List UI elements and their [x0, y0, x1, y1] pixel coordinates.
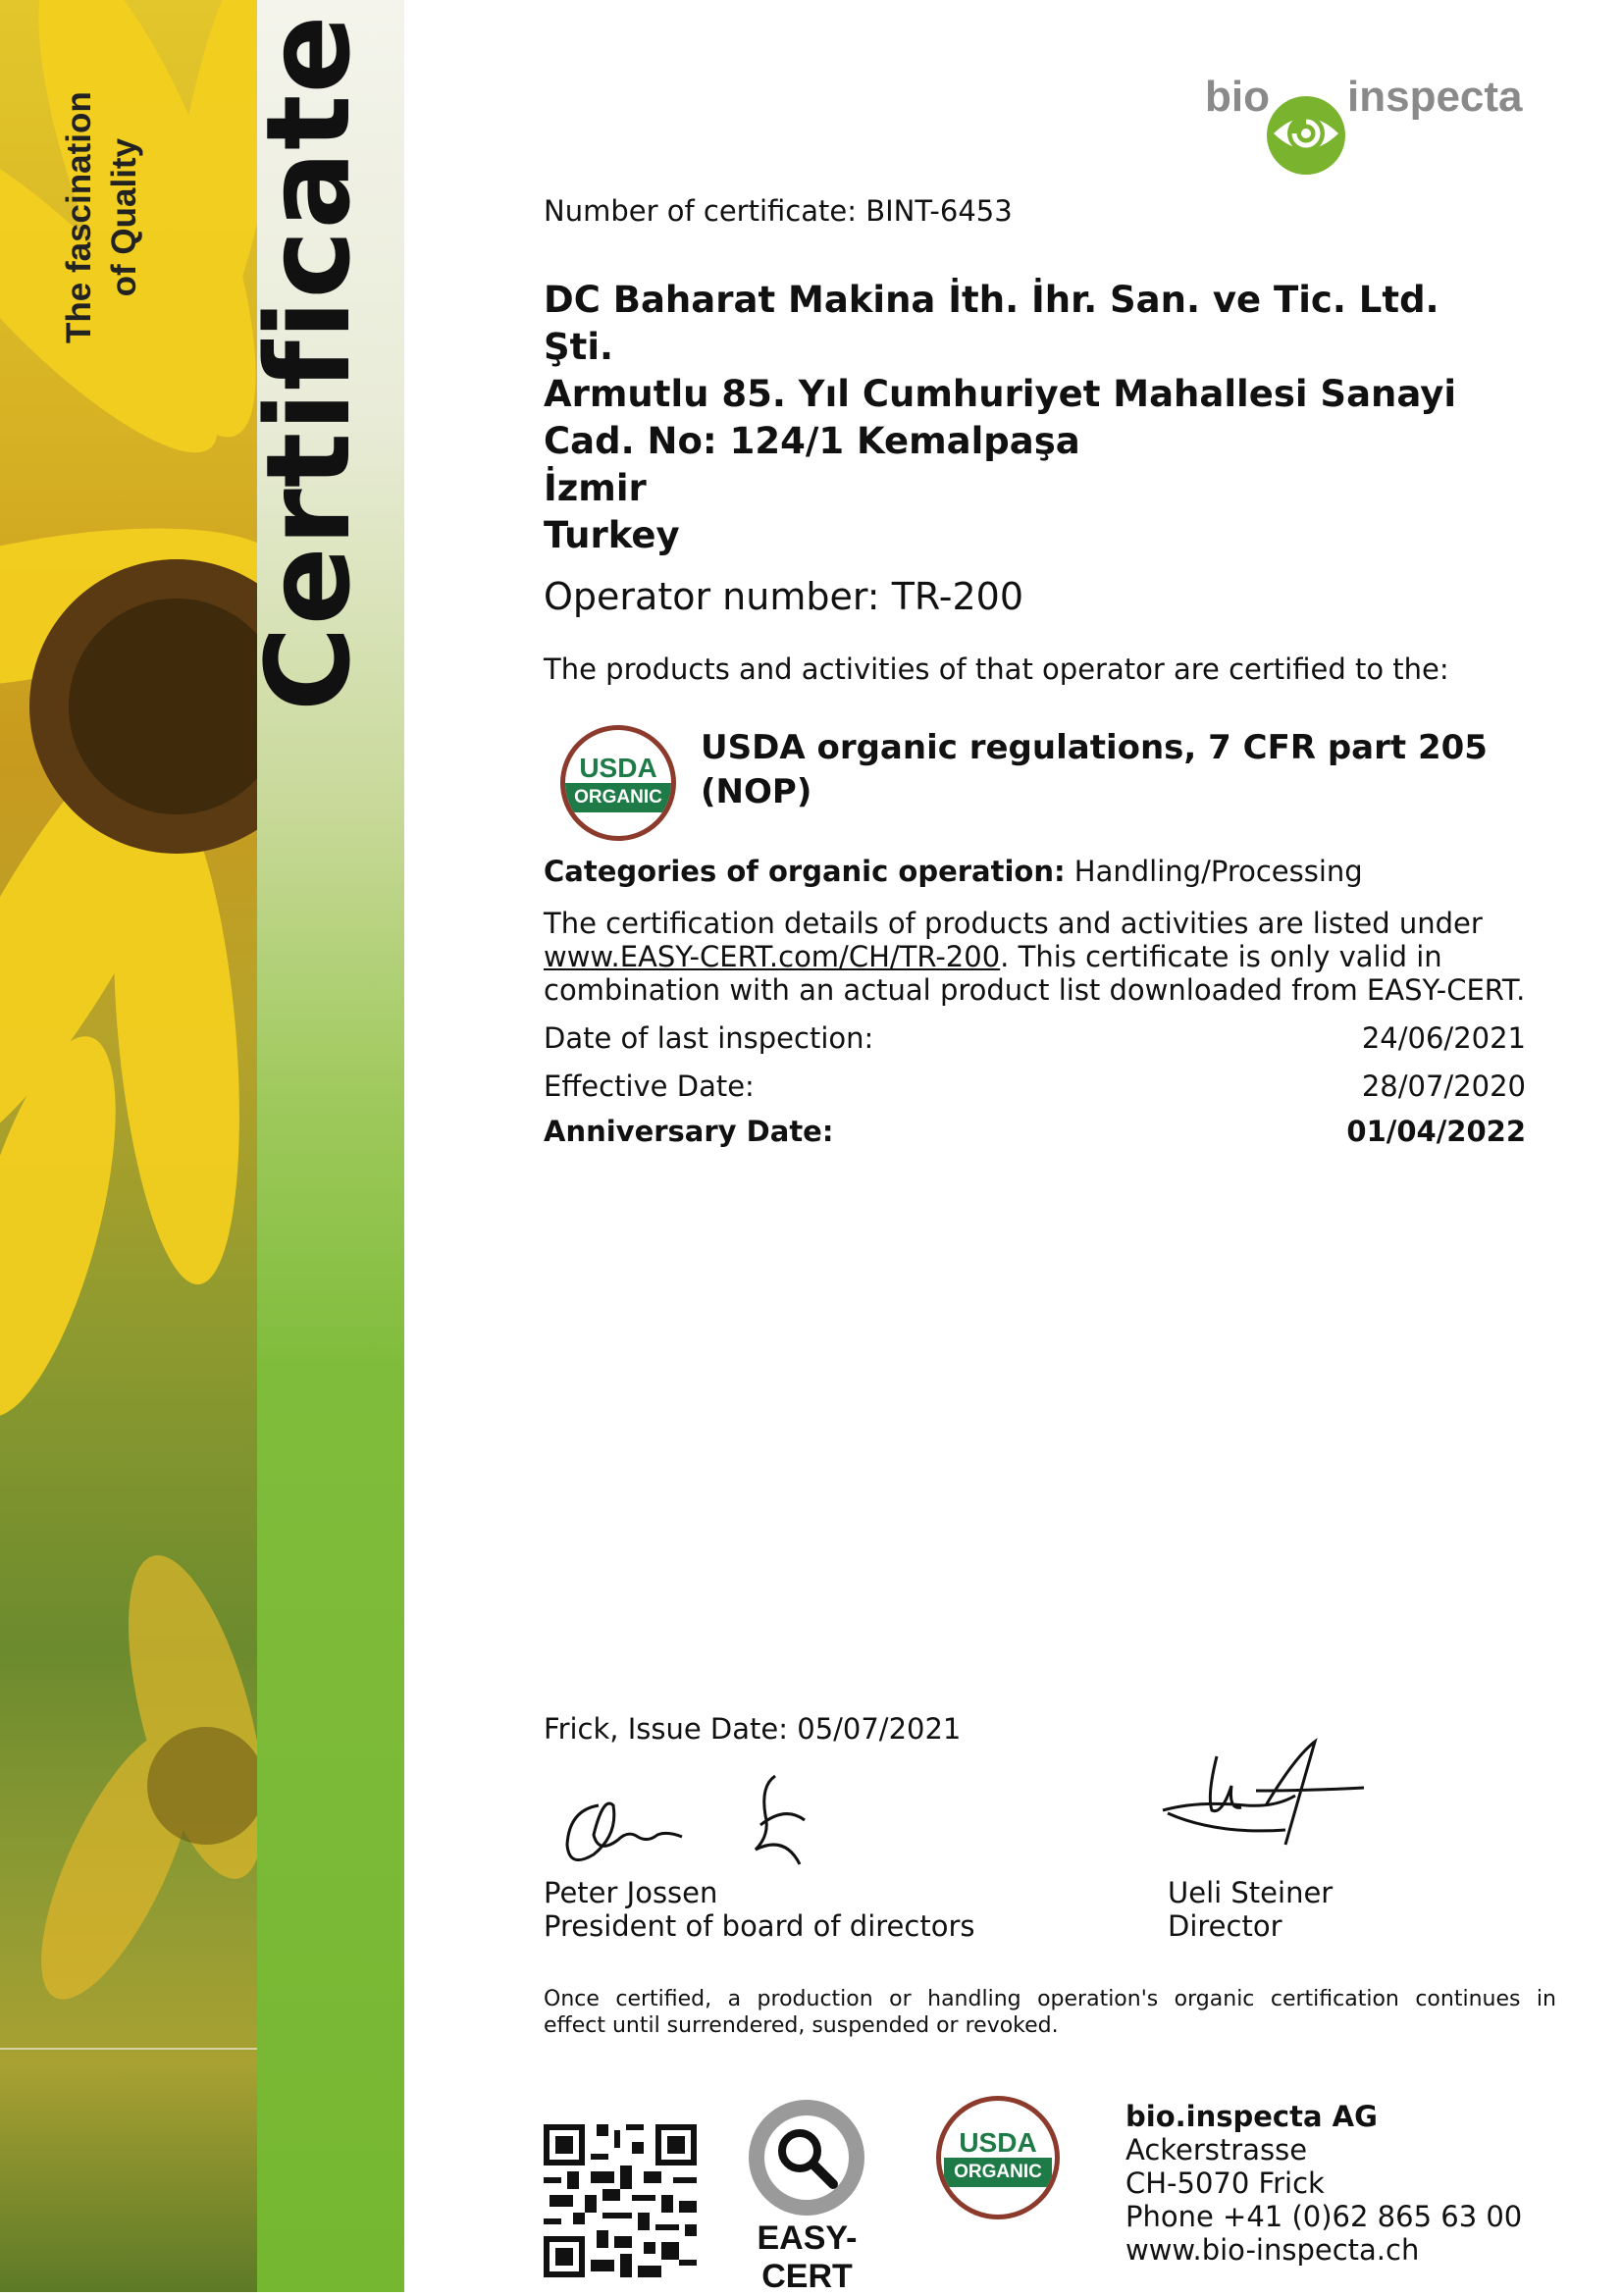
company-city: CH-5070 Frick	[1125, 2166, 1325, 2200]
signatory-name: Ueli Steiner	[1168, 1876, 1334, 1909]
logo-text-bio: bio	[1205, 73, 1270, 121]
tagline-line1: The fascination	[60, 91, 98, 343]
signatory-title: Director	[1168, 1909, 1282, 1943]
address-line: Cad. No: 124/1 Kemalpaşa	[544, 420, 1080, 462]
signatory-title: President of board of directors	[544, 1909, 975, 1943]
company-name: bio.inspecta AG	[1125, 2100, 1378, 2133]
usda-organic-seal	[560, 725, 676, 841]
date-row	[544, 1070, 1526, 1103]
signature-peter-jossen	[559, 1766, 854, 1874]
disclaimer-line1: Once certified, a production or handling operation's organic certification continues in	[544, 1987, 1556, 2011]
operator-number: Operator number: TR-200	[544, 575, 1024, 618]
signatory-name: Peter Jossen	[544, 1876, 718, 1909]
categories-label: Categories of organic operation:	[544, 855, 1066, 888]
company-phone: Phone +41 (0)62 865 63 00	[1125, 2200, 1523, 2233]
address-line: Turkey	[544, 514, 680, 556]
details-line3: combination with an actual product list downloaded from EASY-CERT.	[544, 973, 1526, 1007]
issue-date: Frick, Issue Date: 05/07/2021	[544, 1712, 962, 1746]
seal-top-text: USDA	[959, 2127, 1037, 2158]
address-line: Şti.	[544, 326, 614, 368]
address-line: İzmir	[544, 467, 647, 509]
easy-cert-label: EASY-CERT	[757, 2219, 858, 2295]
logo-text-inspecta: inspecta	[1347, 73, 1523, 121]
date-label: Effective Date:	[544, 1070, 755, 1103]
standard-title	[701, 726, 1488, 814]
signatory-2	[1168, 1876, 1333, 1943]
seal-top-text: USDA	[579, 753, 657, 783]
usda-organic-footer-seal	[936, 2096, 1060, 2219]
categories	[544, 855, 1363, 888]
operator-address	[544, 277, 1544, 559]
company-website[interactable]: www.bio-inspecta.ch	[1125, 2233, 1420, 2267]
address-line: DC Baharat Makina İth. İhr. San. ve Tic. Ltd.	[544, 279, 1439, 321]
magnifier-icon	[772, 2123, 841, 2192]
eye-logo-icon	[1262, 88, 1350, 177]
vertical-certificate-title: Certificate	[240, 14, 376, 711]
tagline-line2: of Quality	[105, 137, 143, 297]
date-value: 01/04/2022	[1346, 1115, 1526, 1148]
signatory-1	[544, 1876, 974, 1943]
date-row	[544, 1021, 1526, 1055]
certificate-number: Number of certificate: BINT-6453	[544, 194, 1013, 228]
easy-cert-link[interactable]: www.EASY-CERT.com/CH/TR-200	[544, 940, 1001, 973]
certified-intro: The products and activities of that operator are certified to the:	[544, 652, 1449, 686]
seal-bottom-text: ORGANIC	[564, 783, 672, 812]
easy-cert-ring	[749, 2100, 864, 2216]
company-contact	[1125, 2100, 1522, 2267]
categories-value: Handling/Processing	[1065, 855, 1363, 888]
company-street: Ackerstrasse	[1125, 2133, 1308, 2166]
sunflower-photo	[0, 0, 257, 2292]
signature-ueli-steiner	[1158, 1737, 1384, 1864]
easy-cert-logo	[721, 2100, 893, 2295]
standard-line1: USDA organic regulations, 7 CFR part 205	[701, 728, 1488, 767]
date-label: Date of last inspection:	[544, 1021, 874, 1055]
standard-line2: (NOP)	[701, 772, 812, 811]
qr-code-icon[interactable]	[544, 2124, 697, 2277]
vertical-tagline	[57, 91, 147, 343]
bio-inspecta-logo	[1205, 69, 1529, 186]
date-row	[544, 1115, 1526, 1148]
certification-details	[544, 907, 1554, 1007]
date-value: 28/07/2020	[1361, 1070, 1526, 1103]
date-value: 24/06/2021	[1361, 1021, 1526, 1055]
seal-bottom-text: ORGANIC	[944, 2158, 1052, 2187]
date-label: Anniversary Date:	[544, 1115, 834, 1148]
address-line: Armutlu 85. Yıl Cumhuriyet Mahallesi Sanayi	[544, 373, 1457, 415]
details-line2: . This certificate is only valid in	[1000, 940, 1442, 973]
disclaimer-line2: effect until surrendered, suspended or revoked.	[544, 2013, 1059, 2038]
details-line1: The certification details of products and activities are listed under	[544, 907, 1483, 940]
sunflower-illustration	[0, 0, 257, 2292]
disclaimer	[544, 1986, 1556, 2039]
